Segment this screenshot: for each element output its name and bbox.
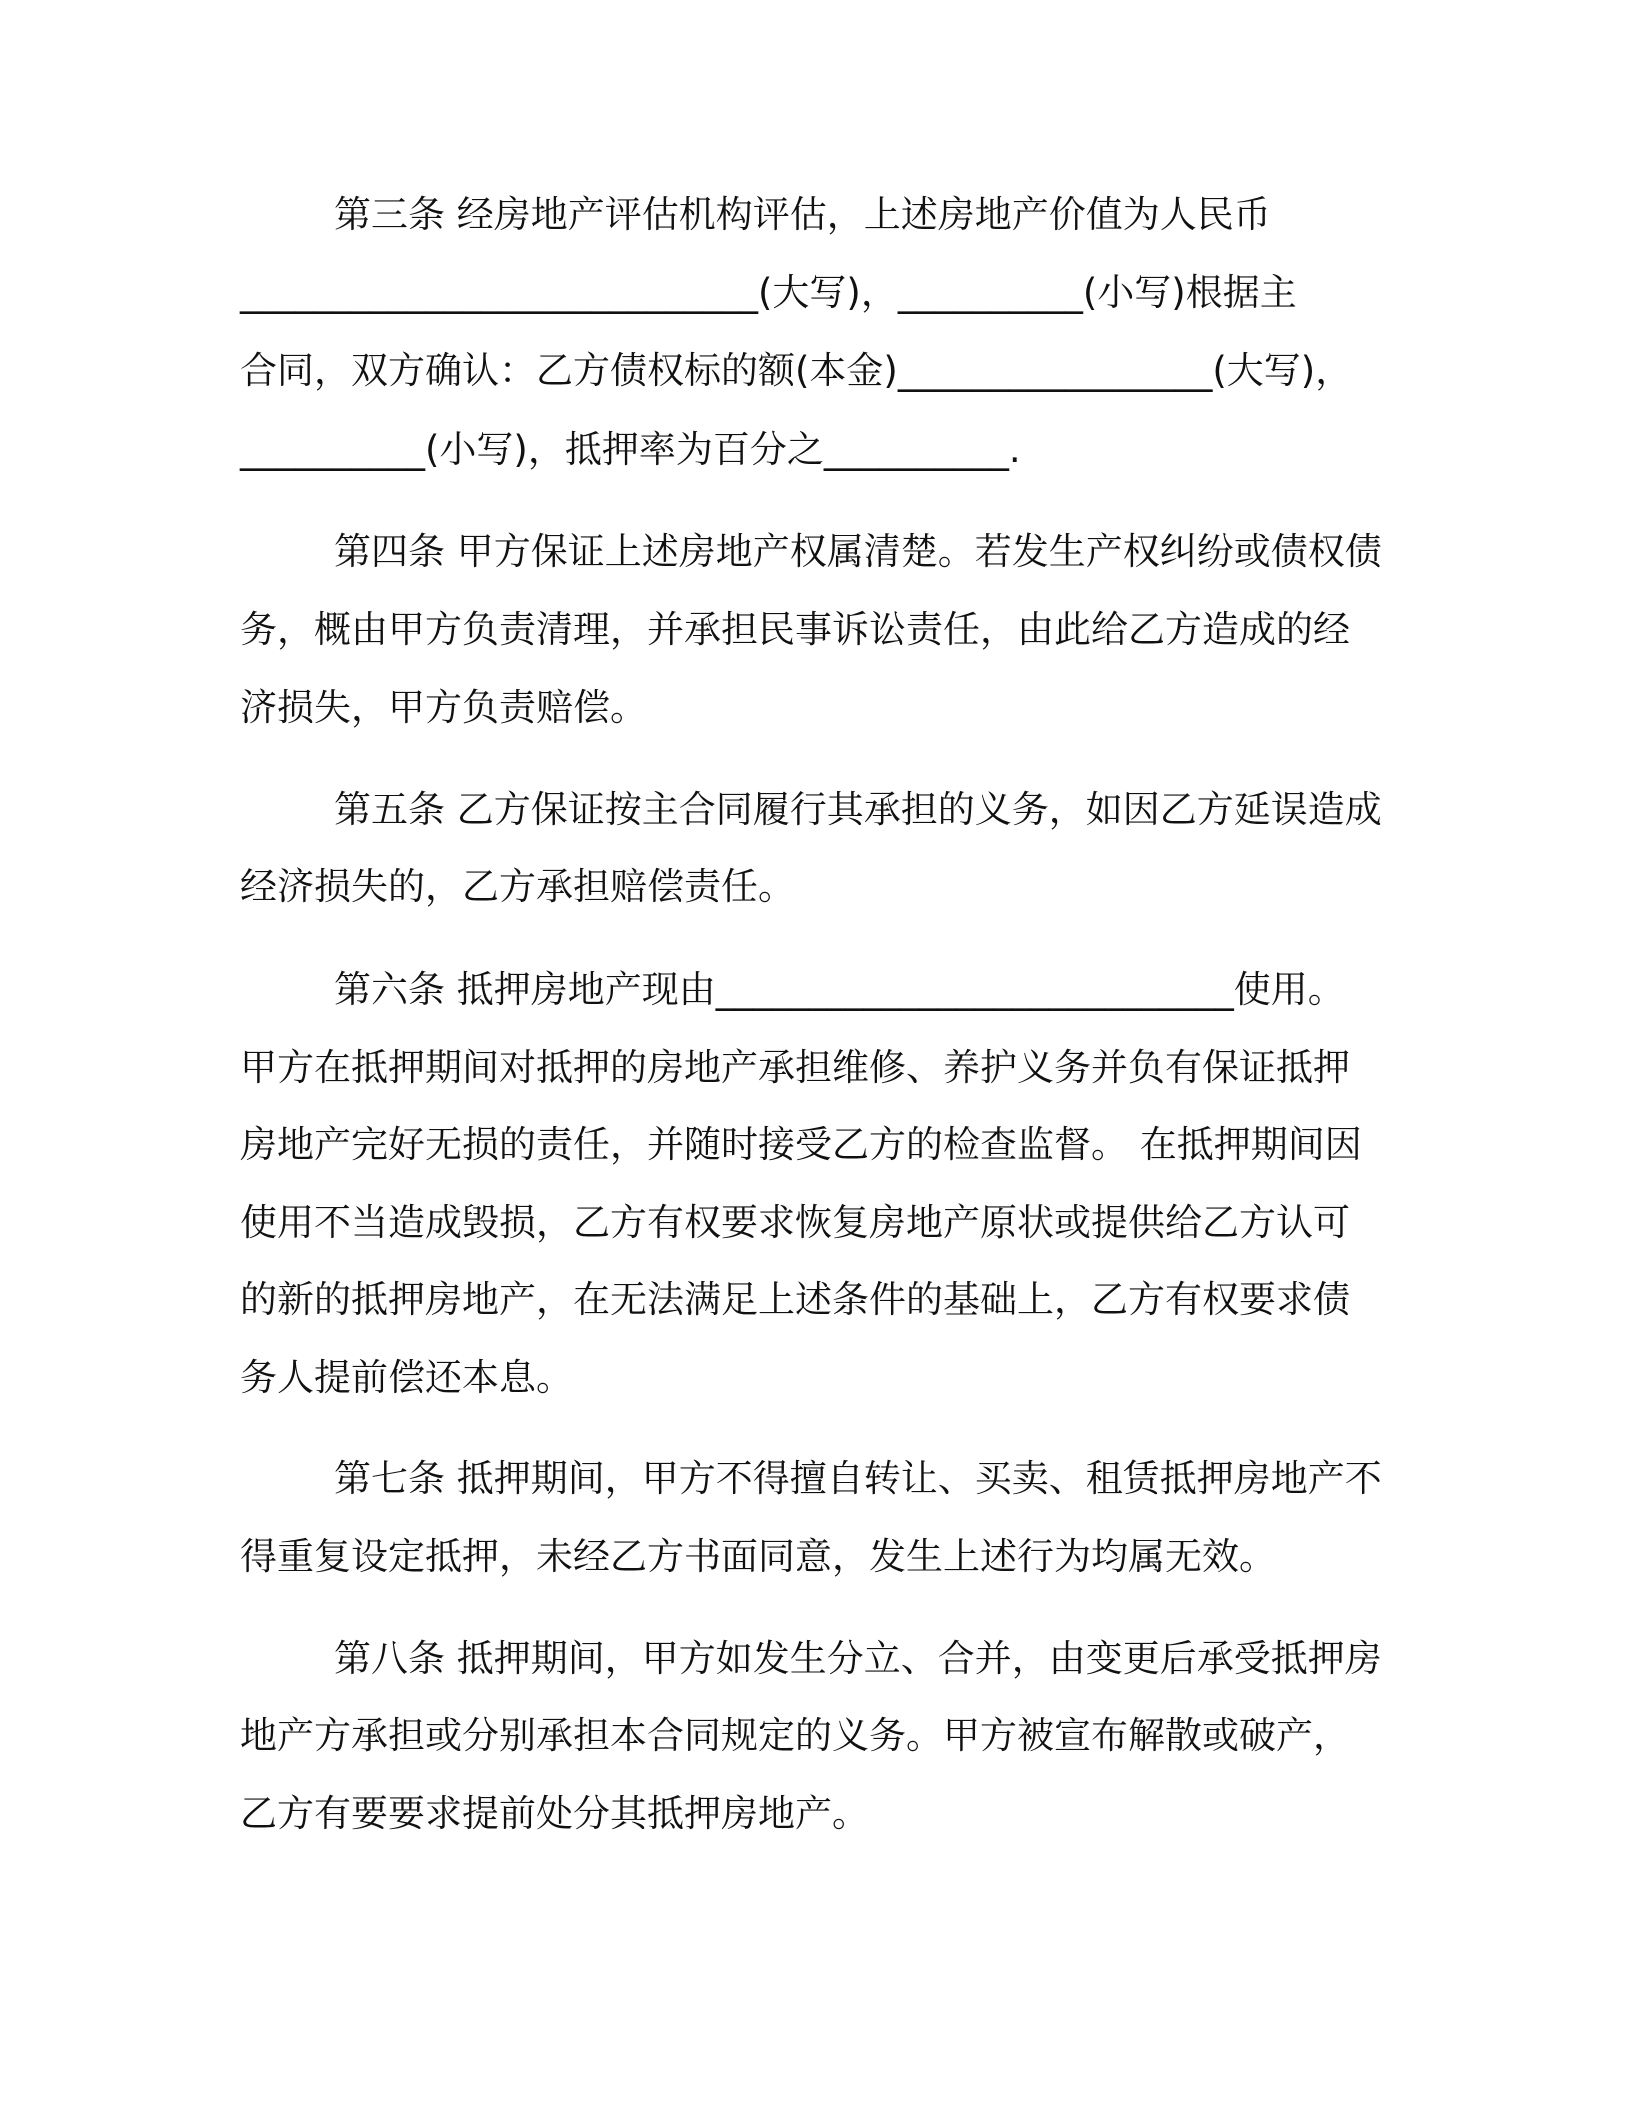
article-6-line-2: 甲方在抵押期间对抵押的房地产承担维修、养护义务并负有保证抵押 [240,1046,1350,1089]
article-4-line-1: 第四条 甲方保证上述房地产权属清楚。若发生产权纠纷或债权债 [334,530,1382,573]
article-5-line-1: 第五条 乙方保证按主合同履行其承担的义务，如因乙方延误造成 [334,788,1382,831]
article-6-line-6: 务人提前偿还本息。 [240,1356,573,1399]
article-6-line-1: 第六条 抵押房地产现由____________________________使用。 [334,968,1345,1011]
article-8-line-3: 乙方有要要求提前处分其抵押房地产。 [240,1792,869,1835]
article-3-line-2: ____________________________(大写)，__________(小写)根据主 [240,271,1297,314]
article-5-line-2: 经济损失的，乙方承担赔偿责任。 [240,865,795,908]
article-8-line-2: 地产方承担或分别承担本合同规定的义务。甲方被宣布解散或破产， [240,1714,1350,1757]
article-6-line-4: 使用不当造成毁损，乙方有权要求恢复房地产原状或提供给乙方认可 [240,1201,1350,1244]
article-4-line-3: 济损失，甲方负责赔偿。 [240,686,647,729]
article-6-line-5: 的新的抵押房地产，在无法满足上述条件的基础上，乙方有权要求债 [240,1278,1350,1321]
article-3-line-3: 合同，双方确认：乙方债权标的额(本金)_________________(大写)， [240,349,1353,392]
article-3-line-1: 第三条 经房地产评估机构评估，上述房地产价值为人民币 [334,193,1271,236]
article-7-line-2: 得重复设定抵押，未经乙方书面同意，发生上述行为均属无效。 [240,1535,1276,1578]
article-6-line-3: 房地产完好无损的责任，并随时接受乙方的检查监督。 在抵押期间因 [240,1123,1362,1166]
article-7-line-1: 第七条 抵押期间，甲方不得擅自转让、买卖、租赁抵押房地产不 [334,1457,1382,1500]
article-4-line-2: 务，概由甲方负责清理，并承担民事诉讼责任，由此给乙方造成的经 [240,608,1350,651]
article-3-line-4: __________(小写)，抵押率为百分之__________. [240,428,1021,471]
article-8-line-1: 第八条 抵押期间，甲方如发生分立、合并，由变更后承受抵押房 [334,1637,1382,1680]
